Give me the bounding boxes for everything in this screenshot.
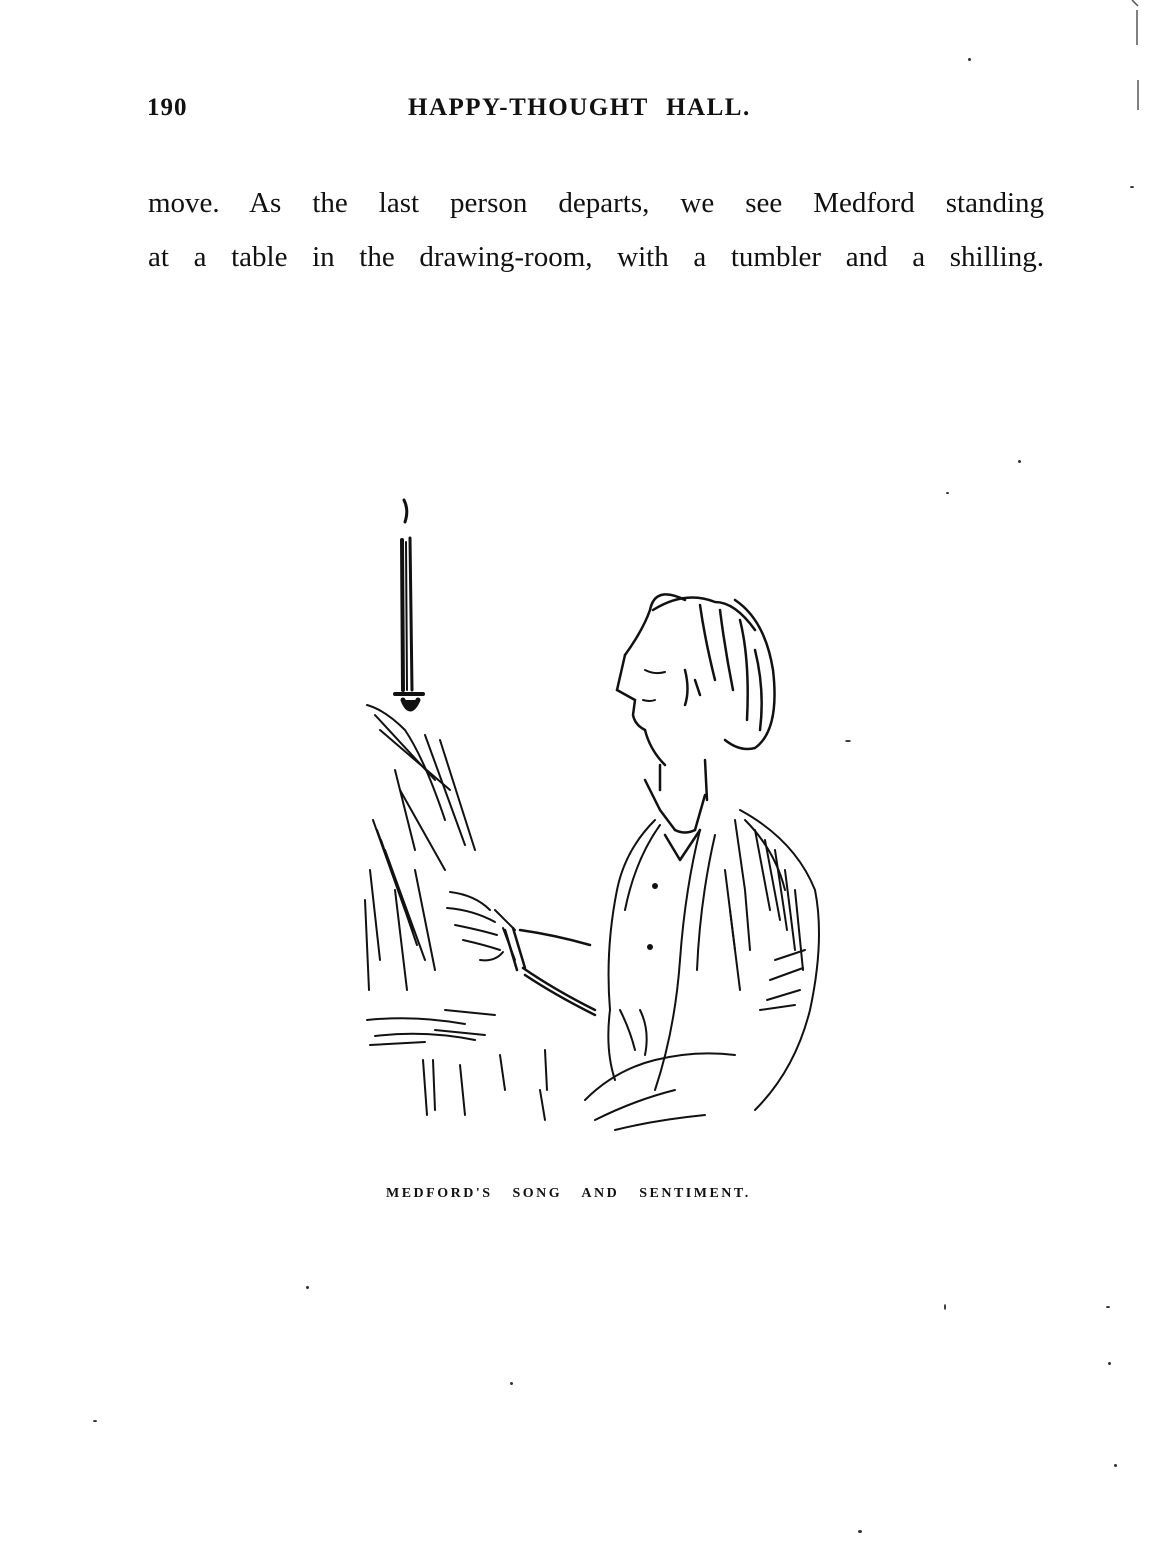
scan-speck <box>845 740 851 742</box>
table-cloth <box>365 705 547 1120</box>
scan-speck <box>93 1420 97 1422</box>
body-line-1: move. As the last person departs, we see Medford standing <box>148 187 1044 219</box>
scan-speck <box>510 1382 513 1385</box>
page-number: 190 <box>147 94 188 121</box>
figure-caption: MEDFORD'S SONG AND SENTIMENT. <box>386 1186 751 1201</box>
arm <box>505 928 595 1015</box>
scan-speck <box>1114 1464 1117 1467</box>
body-line-2: at a table in the drawing-room, with a tumbler and a shilling. <box>148 241 1044 273</box>
candle <box>395 538 423 709</box>
scan-speck <box>306 1286 309 1289</box>
scan-speck <box>858 1530 862 1533</box>
body-text <box>148 176 1044 284</box>
scan-speck <box>1018 460 1021 463</box>
scan-speck <box>1108 1362 1111 1365</box>
hand <box>447 892 515 960</box>
scan-speck <box>968 58 971 61</box>
coat <box>585 810 819 1130</box>
head <box>617 594 775 800</box>
candle-flame <box>404 500 407 522</box>
edge-marks <box>1130 0 1140 120</box>
scan-speck <box>1130 186 1134 188</box>
shirt-studs <box>647 883 658 950</box>
scan-speck <box>946 492 949 494</box>
running-head: HAPPY-THOUGHT HALL. <box>408 94 751 121</box>
illustration-medford-singing <box>355 490 835 1140</box>
scan-speck <box>944 1304 946 1310</box>
scan-speck <box>1106 1306 1110 1308</box>
